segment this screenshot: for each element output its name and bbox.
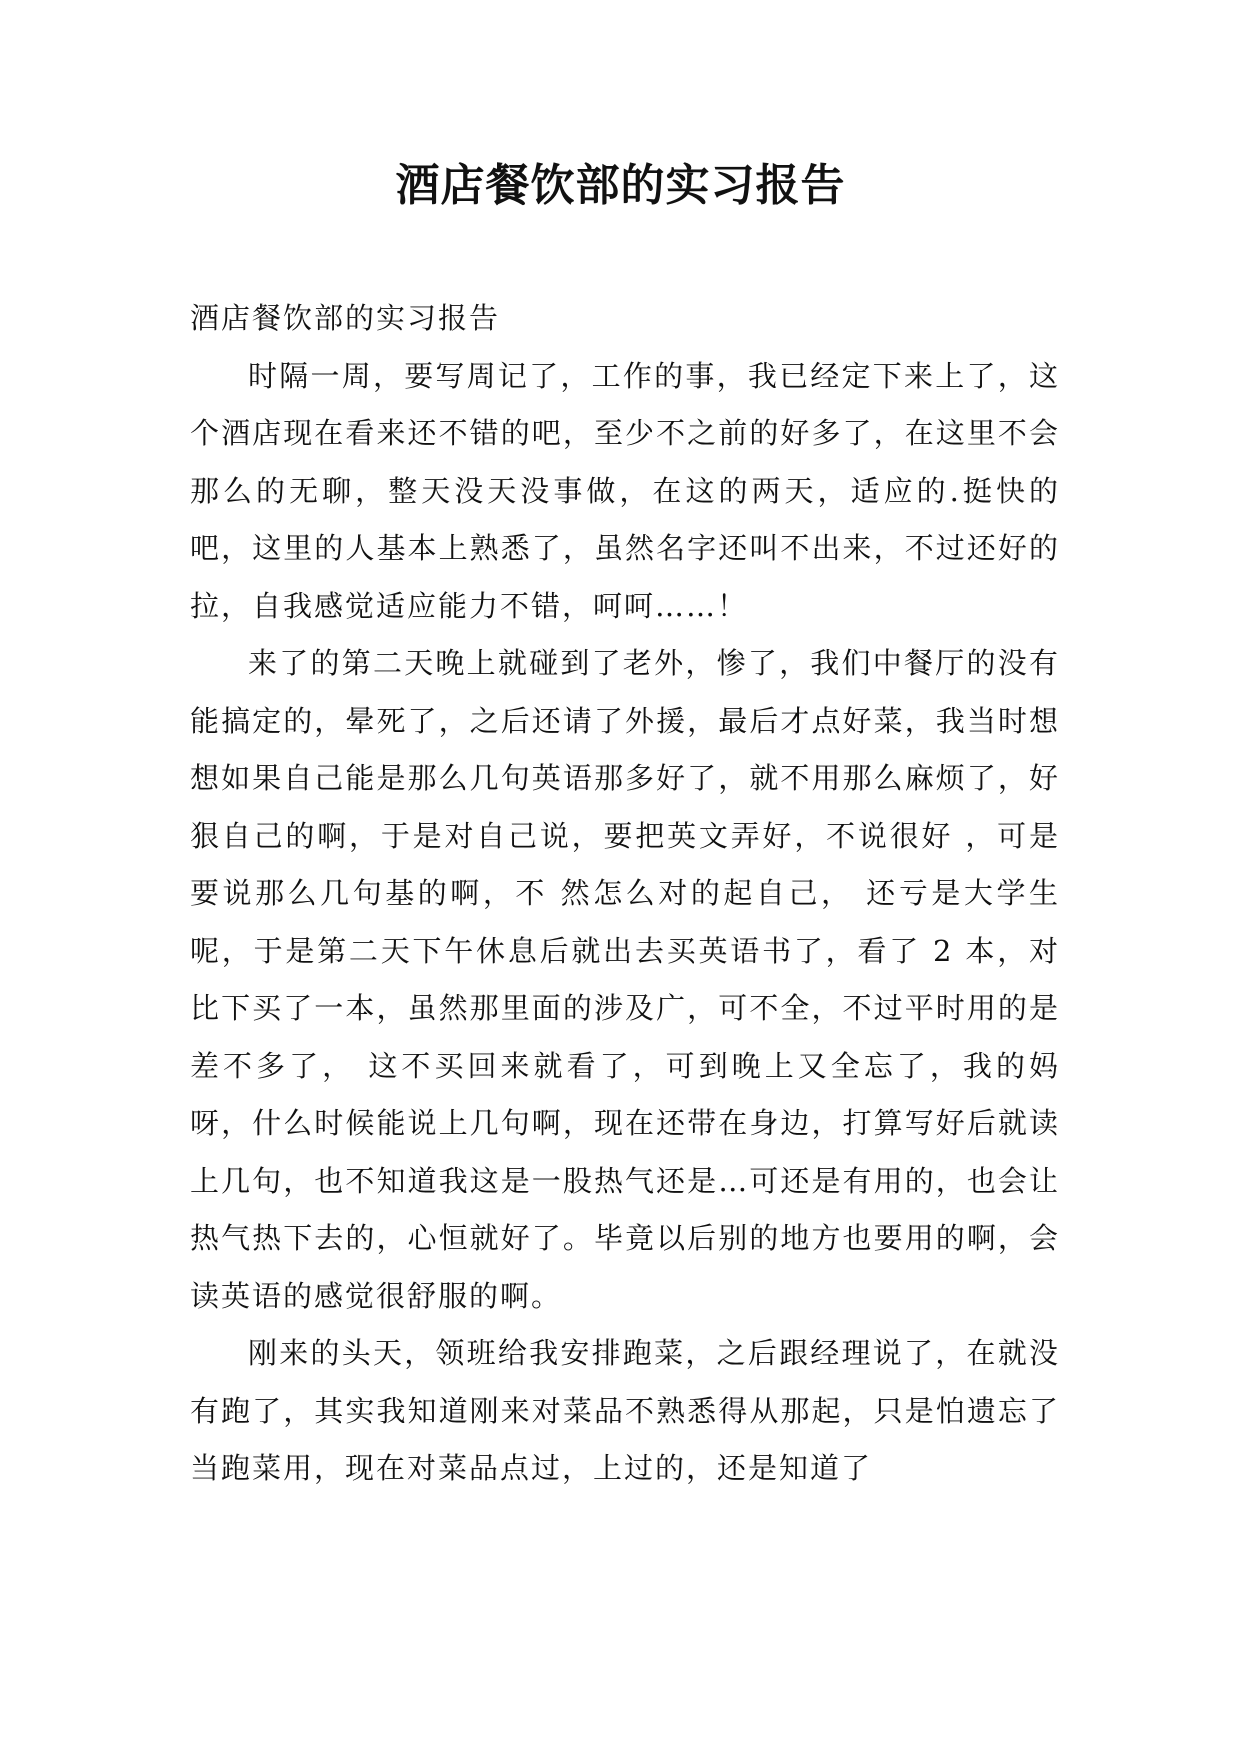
document-title: 酒店餐饮部的实习报告 <box>395 160 846 211</box>
document-body <box>190 290 1060 1498</box>
paragraph-2: 来了的第二天晚上就碰到了老外，惨了，我们中餐厅的没有能搞定的，晕死了，之后还请了外援，最后才点好菜，我当时想想如果自己能是那么几句英语那多好了，就不用那么麻烦了，好狠自己的啊，于是对自己说，要把英文弄好，不说很好 ，可是要说那么几句基的啊，不 然怎么对的起自己， 还亏是大学生呢，于是第二天下午休息后就出去买英语书了，看了 2 本，对比下买了一本，虽然那里面的涉及广，可不全，不过平时用的是差不多了， 这不买回来就看了，可到晚上又全忘了，我的妈呀，什么时候能说上几句啊，现在还带在身边，打算写好后就读上几句，也不知道我这是一股热气还是…可还是有用的，也会让热气热下去的，心恒就好了。毕竟以后别的地方也要用的啊，会读英语的感觉很舒服的啊。 <box>190 646 1060 1313</box>
document-subtitle: 酒店餐饮部的实习报告 <box>190 301 501 335</box>
paragraph-1: 时隔一周，要写周记了，工作的事，我已经定下来上了，这个酒店现在看来还不错的吧，至少不之前的好多了，在这里不会那么的无聊，整天没天没事做，在这的两天，适应的.挺快的吧，这里的人基本上熟悉了，虽然名字还叫不出来，不过还好的拉，自我感觉适应能力不错，呵呵……！ <box>190 358 1060 623</box>
paragraph-3: 刚来的头天，领班给我安排跑菜，之后跟经理说了，在就没有跑了，其实我知道刚来对菜品不熟悉得从那起，只是怕遗忘了当跑菜用，现在对菜品点过，上过的，还是知道了 <box>190 1336 1060 1485</box>
